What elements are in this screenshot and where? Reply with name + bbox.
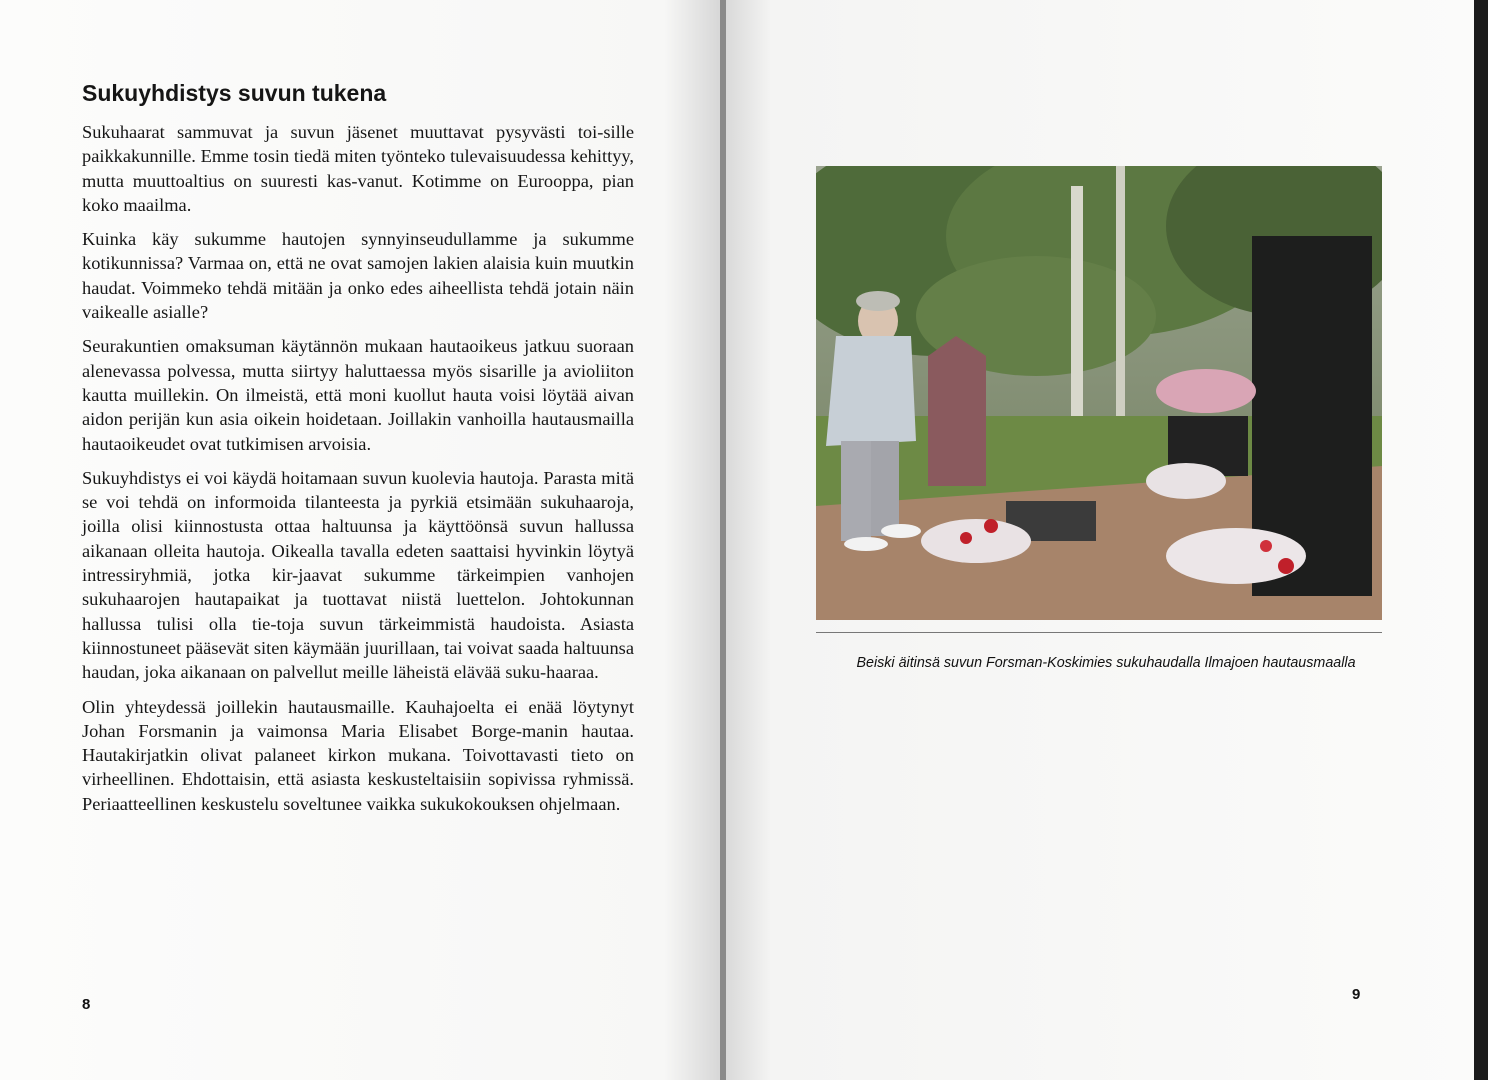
page-number-left: 8 (82, 996, 91, 1013)
paragraph: Seurakuntien omaksuman käytännön mukaan hautaoikeus jatkuu suoraan alenevassa polvessa, mutta siirtyy haluttaessa myös sisarille ja avioliiton kautta muillekin. On ilmeistä, että moni kuollut hauta voisi löytää aivan aidon perijän kun asia oikein hoidetaan. Joillakin vanhoilla hautausmailla hautaoikeudet ovat tutkimisen arvoisia. (82, 336, 634, 454)
paragraph: Kuinka käy sukumme hautojen synnyinseudullamme ja sukumme kotikunnissa? Varmaa on, että ne ovat samojen lakien alaisia kuin muutkin haudat. Voimmeko tehdä mitään ja onko edes aiheellista tehdä jotain näin vaikealle asialle? (82, 229, 634, 323)
paragraph: Sukuyhdistys ei voi käydä hoitamaan suvun kuolevia hautoja. Parasta mitä se voi tehdä on informoida tilanteesta ja pyrkiä etsimään sukuhaaroja, joilla olisi kiinnostusta ottaa haltuunsa ja käyttöönsä suvun hallussa aikanaan olleita hautoja. Oikealla tavalla edeten saattaisi hyvinkin löytyä intressiryhmiä, jotka kir-jaavat sukumme tärkeimpien vanhojen sukuhaarojen hautapaikat ja tuottavat niistä luettelon. Johtokunnan hallussa tulisi olla tie-toja suvun tärkeimmistä haudoista. Asiasta kiinnostuneet pääsevät siten käymään juurillaan, tai voivat saada haltuunsa haudan, joka aikanaan on palvellut meille läheistä elävää suku-haaraa. (82, 467, 634, 683)
right-page (726, 0, 1474, 1080)
page-number-right: 9 (1352, 986, 1361, 1003)
left-page (0, 0, 722, 1080)
photo-caption: Beiski äitinsä suvun Forsman-Koskimies sukuhaudalla Ilmajoen hautausmaalla (856, 655, 1356, 671)
photo-illustration (816, 166, 1382, 620)
caption-rule (816, 632, 1382, 633)
cemetery-photo (816, 166, 1382, 620)
paragraph: Sukuhaarat sammuvat ja suvun jäsenet muuttavat pysyvästi toi-sille paikkakunnille. Emme tosin tiedä miten työnteko tulevaisuudessa kehittyy, mutta muuttoaltius on suuresti kas-vanut. Kotimme on Eurooppa, pian koko maailma. (82, 122, 634, 215)
section-heading: Sukuyhdistys suvun tukena (82, 80, 387, 106)
body-text (82, 120, 634, 826)
paragraph: Olin yhteydessä joillekin hautausmaille. Kauhajoelta ei enää löytynyt Johan Forsmanin ja vaimonsa Maria Elisabet Borge-manin hautaa. Hautakirjatkin olivat palaneet kirkon mukana. Toivottavasti tieto on virheellinen. Ehdottaisin, että asiasta keskusteltaisiin sopivissa ryhmissä. Periaatteellinen keskustelu soveltunee vaikka sukukokouksen ohjelmaan. (82, 696, 634, 814)
scan-edge (1474, 0, 1488, 1080)
